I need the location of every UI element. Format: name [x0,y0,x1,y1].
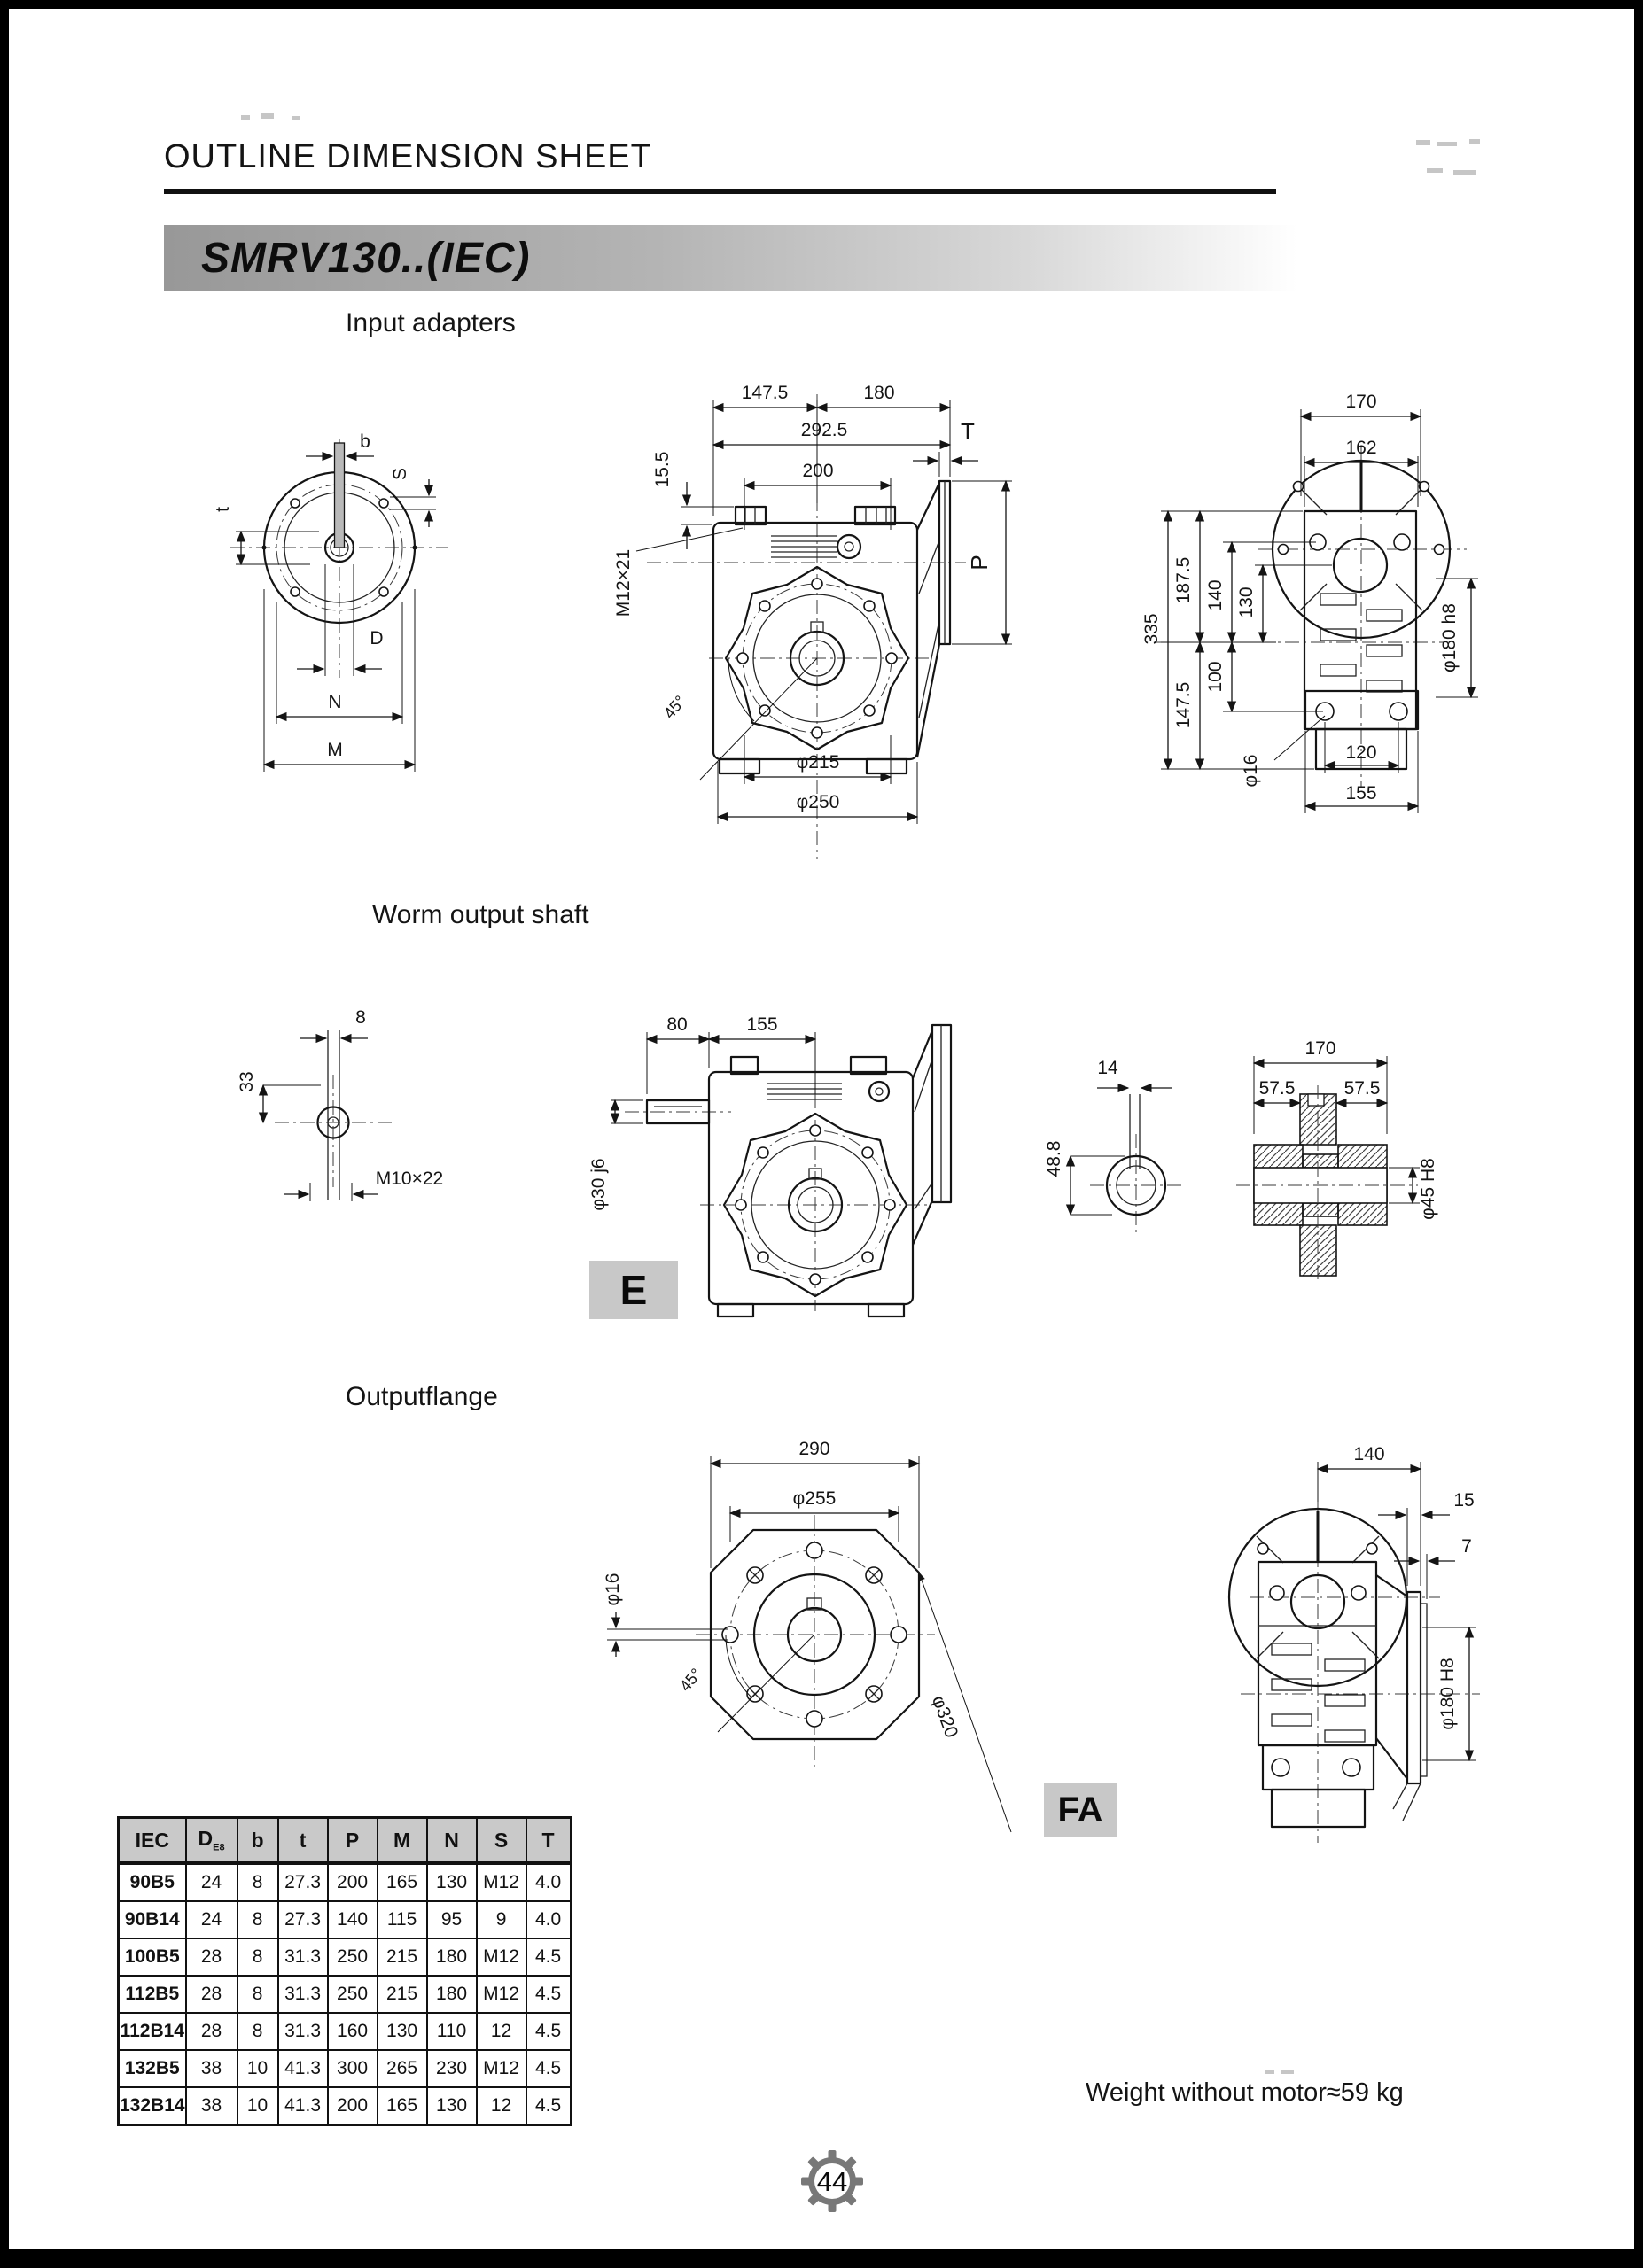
value-cell: 31.3 [278,1938,328,1976]
drawing-output-flange-front [585,1426,1028,1905]
value-cell: M12 [477,1863,526,1901]
value-cell: 200 [328,1863,378,1901]
value-cell: 140 [328,1901,378,1938]
col-header-s: S [477,1818,526,1864]
value-cell: 8 [237,1863,278,1901]
value-cell: M12 [477,1976,526,2013]
dim-label: 292.5 [800,420,848,440]
value-cell: 24 [186,1901,237,1938]
value-cell: 230 [427,2050,477,2087]
dim-label: 45° [659,692,689,723]
col-header-t: t [278,1818,328,1864]
col-header-t2: T [526,1818,572,1864]
dim-label: 155 [746,1014,778,1035]
value-cell: 28 [186,1976,237,2013]
value-cell: 41.3 [278,2087,328,2125]
scan-artifact [241,115,250,120]
dim-label: 15 [1453,1490,1475,1511]
value-cell: 4.5 [526,2013,572,2050]
dim-label: 170 [1304,1038,1336,1059]
value-cell: 300 [328,2050,378,2087]
value-cell: 115 [378,1901,427,1938]
dim-label: 57.5 [1258,1078,1296,1099]
value-cell: 38 [186,2087,237,2125]
dim-label: 180 [863,383,895,403]
scan-artifact [1427,168,1443,173]
iec-dimension-table [117,1816,572,2126]
value-cell: 130 [427,2087,477,2125]
model-name: SMRV130..(IEC) [201,234,531,282]
scan-artifact [292,116,300,120]
value-cell: 250 [328,1938,378,1976]
dim-label: 33 [237,1071,257,1092]
dim-label: b [360,431,370,452]
dim-label: 147.5 [741,383,789,403]
weight-note: Weight without motor≈59 kg [1086,2078,1404,2107]
value-cell: 130 [378,2013,427,2050]
row-header-cell: 132B14 [119,2087,186,2125]
dim-label: 140 [1353,1444,1385,1464]
page-title: OUTLINE DIMENSION SHEET [164,138,652,175]
table-row [119,1863,572,1901]
dim-label: 155 [1345,783,1377,804]
value-cell: 4.5 [526,2050,572,2087]
dim-label: φ320 [927,1692,962,1741]
dim-label: 147.5 [1173,681,1194,729]
value-cell: 180 [427,1938,477,1976]
value-cell: 4.5 [526,1976,572,2013]
dim-label: D [370,628,384,649]
dim-label: 14 [1097,1058,1118,1078]
value-cell: 180 [427,1976,477,2013]
row-header-cell: 90B5 [119,1863,186,1901]
dim-label: φ16 [603,1573,623,1606]
col-header-b: b [237,1818,278,1864]
view-label-e: E [619,1267,648,1313]
dim-label: 15.5 [652,451,673,488]
value-cell: 160 [328,2013,378,2050]
col-header-p: P [328,1818,378,1864]
model-banner [164,225,1396,291]
dim-label: φ30 j6 [588,1158,609,1211]
table-row [119,2013,572,2050]
dim-label: 162 [1345,438,1377,458]
view-label-fa: FA [1044,1783,1117,1837]
table-row [119,1901,572,1938]
scan-artifact [261,113,274,119]
scan-artifact [1265,2070,1274,2074]
dim-label: M [327,740,343,760]
drawing-motor-flange-front [213,412,470,784]
row-header-cell: 132B5 [119,2050,186,2087]
value-cell: 250 [328,1976,378,2013]
value-cell: 215 [378,1976,427,2013]
dim-label: 200 [802,461,834,481]
value-cell: 41.3 [278,2050,328,2087]
scan-artifact [1469,139,1480,144]
dim-label: φ45 H8 [1418,1158,1438,1220]
section-label-output-flange: Outputflange [346,1382,498,1411]
value-cell: 265 [378,2050,427,2087]
drawing-gearbox-front [611,381,1055,913]
drawing-shaft-view-e [585,979,1010,1333]
dim-label: 130 [1236,586,1257,618]
value-cell: 110 [427,2013,477,2050]
value-cell: 4.0 [526,1863,572,1901]
section-label-worm-output-shaft: Worm output shaft [372,900,589,929]
value-cell: 28 [186,2013,237,2050]
value-cell: 12 [477,2087,526,2125]
dim-label: 335 [1141,613,1162,645]
dim-label: S [390,467,410,481]
dim-label: N [328,692,342,712]
dim-label: 100 [1205,661,1226,693]
value-cell: 8 [237,1938,278,1976]
dim-label: t [213,507,233,512]
dim-label: φ215 [796,752,840,773]
dim-label: 45° [675,1665,705,1696]
row-header-cell: 112B5 [119,1976,186,2013]
table-row [119,1976,572,2013]
drawing-shaft-end [222,979,479,1236]
dim-label: 7 [1461,1536,1472,1557]
dim-label: 120 [1345,742,1377,763]
row-header-cell: 100B5 [119,1938,186,1976]
value-cell: 31.3 [278,1976,328,2013]
dim-label: φ255 [792,1488,837,1509]
dim-label: φ180 H8 [1437,1658,1458,1730]
value-cell: 10 [237,2050,278,2087]
scan-artifact [1437,142,1457,146]
value-cell: 27.3 [278,1901,328,1938]
dim-label: φ16 [1241,754,1261,788]
dim-label: T [961,418,975,445]
scan-artifact [1416,140,1430,145]
value-cell: 215 [378,1938,427,1976]
title-rule [164,189,1276,194]
dim-label: P [966,555,993,571]
dim-label: 80 [666,1014,688,1035]
dim-label: 290 [798,1439,830,1459]
dim-label: 187.5 [1173,556,1194,604]
value-cell: 9 [477,1901,526,1938]
value-cell: 200 [328,2087,378,2125]
value-cell: M12 [477,2050,526,2087]
table-row [119,1938,572,1976]
dim-label: 170 [1345,392,1377,412]
dims-table-body [119,1863,572,2125]
dim-label: 8 [355,1007,366,1028]
scan-artifact [1453,170,1476,175]
drawing-gearbox-side [1143,381,1533,842]
section-label-input-adapters: Input adapters [346,308,516,338]
value-cell: 28 [186,1938,237,1976]
value-cell: 4.5 [526,1938,572,1976]
row-header-cell: 112B14 [119,2013,186,2050]
dim-label: 48.8 [1044,1140,1064,1177]
value-cell: 8 [237,2013,278,2050]
value-cell: M12 [477,1938,526,1976]
value-cell: 4.0 [526,1901,572,1938]
dim-label: M10×22 [375,1169,444,1189]
table-row [119,2087,572,2125]
value-cell: 12 [477,2013,526,2050]
dim-label: M12×21 [613,548,634,617]
value-cell: 10 [237,2087,278,2125]
row-header-cell: 90B14 [119,1901,186,1938]
col-header-n: N [427,1818,477,1864]
col-header-d: $D_{E8}$ [186,1818,237,1864]
value-cell: 8 [237,1901,278,1938]
page-number-badge [797,2146,868,2217]
value-cell: 24 [186,1863,237,1901]
value-cell: 8 [237,1976,278,2013]
col-header-m: M [378,1818,427,1864]
value-cell: 4.5 [526,2087,572,2125]
page-number: 44 [816,2166,848,2197]
value-cell: 38 [186,2050,237,2087]
value-cell: 165 [378,2087,427,2125]
table-header-row [119,1818,572,1864]
dim-label: 140 [1205,579,1226,611]
scan-artifact [1281,2070,1294,2074]
col-header-iec: IEC [119,1818,186,1864]
drawing-hollow-shaft [1037,1010,1533,1276]
table-row [119,2050,572,2087]
drawing-output-flange-side [1187,1426,1560,1869]
dim-label: φ180 h8 [1439,603,1460,672]
value-cell: 31.3 [278,2013,328,2050]
value-cell: 165 [378,1863,427,1901]
value-cell: 95 [427,1901,477,1938]
dim-label: 57.5 [1343,1078,1381,1099]
dim-label: φ250 [796,792,840,812]
value-cell: 130 [427,1863,477,1901]
value-cell: 27.3 [278,1863,328,1901]
